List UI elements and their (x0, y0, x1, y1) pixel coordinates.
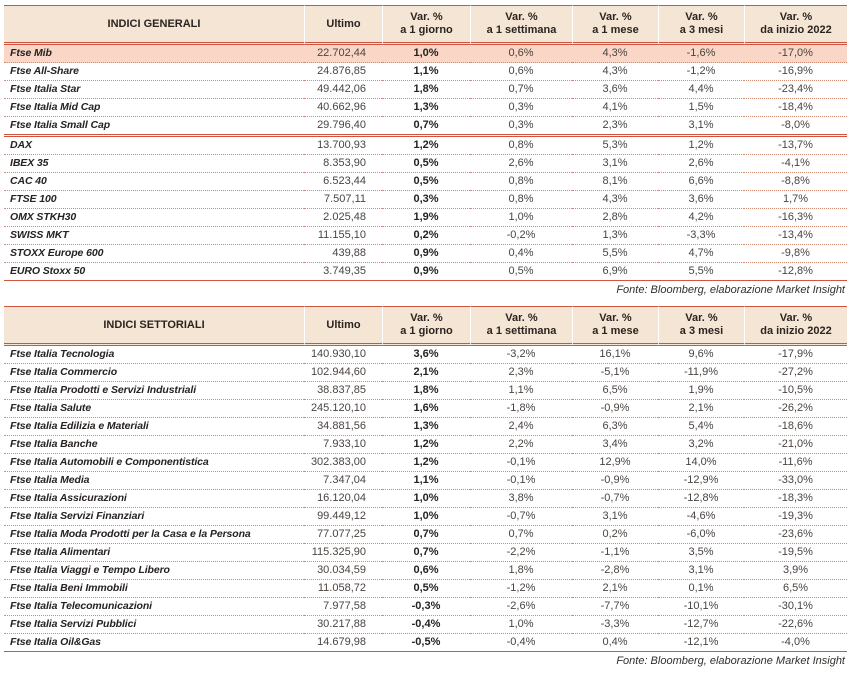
column-header: Var. % da inizio 2022 (744, 306, 847, 346)
value-var-1-giorno: 1,2% (382, 137, 470, 155)
table-row (4, 45, 847, 63)
value-var-1-settimana: 0,6% (470, 45, 572, 63)
table-row (4, 173, 847, 191)
value-ultimo: 7.933,10 (304, 436, 382, 454)
value-var-3-mesi: 3,1% (658, 117, 744, 137)
value-var-1-mese: 8,1% (572, 173, 658, 191)
value-var-3-mesi: 9,6% (658, 346, 744, 364)
value-var-1-settimana: -0,7% (470, 508, 572, 526)
value-var-1-settimana: -0,2% (470, 227, 572, 245)
value-var-1-giorno: 1,0% (382, 45, 470, 63)
value-var-da-inizio-2022: -33,0% (744, 472, 847, 490)
table-row (4, 400, 847, 418)
value-var-1-settimana: 0,3% (470, 117, 572, 137)
header-row (4, 5, 847, 45)
value-var-1-mese: 12,9% (572, 454, 658, 472)
value-var-da-inizio-2022: -30,1% (744, 598, 847, 616)
index-name: CAC 40 (4, 173, 304, 191)
table-row (4, 191, 847, 209)
value-var-1-settimana: 0,5% (470, 263, 572, 281)
value-ultimo: 245.120,10 (304, 400, 382, 418)
index-name: Ftse Italia Star (4, 81, 304, 99)
value-var-1-mese: 6,5% (572, 382, 658, 400)
value-var-da-inizio-2022: -4,0% (744, 634, 847, 652)
value-var-da-inizio-2022: 3,9% (744, 562, 847, 580)
value-ultimo: 30.034,59 (304, 562, 382, 580)
value-var-1-mese: -2,8% (572, 562, 658, 580)
table-row (4, 508, 847, 526)
value-var-1-mese: 3,4% (572, 436, 658, 454)
table-row (4, 616, 847, 634)
table-row (4, 209, 847, 227)
value-var-1-mese: 16,1% (572, 346, 658, 364)
value-var-1-mese: 4,3% (572, 63, 658, 81)
index-name: EURO Stoxx 50 (4, 263, 304, 281)
value-var-1-settimana: 2,2% (470, 436, 572, 454)
value-var-3-mesi: -12,7% (658, 616, 744, 634)
value-var-3-mesi: -12,9% (658, 472, 744, 490)
value-var-3-mesi: -1,6% (658, 45, 744, 63)
indici-generali-table (4, 5, 847, 281)
table-row (4, 81, 847, 99)
value-var-da-inizio-2022: -9,8% (744, 245, 847, 263)
value-var-3-mesi: -12,1% (658, 634, 744, 652)
column-header: Var. % a 1 mese (572, 306, 658, 346)
value-var-1-settimana: 0,3% (470, 99, 572, 117)
table-row (4, 99, 847, 117)
index-name: Ftse Italia Banche (4, 436, 304, 454)
value-ultimo: 11.058,72 (304, 580, 382, 598)
value-ultimo: 439,88 (304, 245, 382, 263)
value-var-da-inizio-2022: 1,7% (744, 191, 847, 209)
value-var-1-settimana: -3,2% (470, 346, 572, 364)
table-body (4, 346, 847, 652)
value-var-1-giorno: 1,0% (382, 490, 470, 508)
value-var-1-mese: 1,3% (572, 227, 658, 245)
value-var-3-mesi: 3,1% (658, 562, 744, 580)
value-ultimo: 115.325,90 (304, 544, 382, 562)
value-var-1-giorno: 1,1% (382, 63, 470, 81)
value-ultimo: 16.120,04 (304, 490, 382, 508)
indici-settoriali-table (4, 306, 847, 652)
column-header: Var. % a 1 settimana (470, 306, 572, 346)
table-row (4, 526, 847, 544)
index-name: Ftse Italia Alimentari (4, 544, 304, 562)
value-var-da-inizio-2022: -4,1% (744, 155, 847, 173)
value-var-1-mese: 4,3% (572, 191, 658, 209)
value-var-da-inizio-2022: -18,3% (744, 490, 847, 508)
value-var-1-settimana: -2,2% (470, 544, 572, 562)
value-var-1-mese: 4,1% (572, 99, 658, 117)
value-ultimo: 99.449,12 (304, 508, 382, 526)
value-var-1-giorno: 1,2% (382, 454, 470, 472)
value-var-da-inizio-2022: -19,3% (744, 508, 847, 526)
index-name: FTSE 100 (4, 191, 304, 209)
index-name: STOXX Europe 600 (4, 245, 304, 263)
column-header: Ultimo (304, 306, 382, 346)
value-var-3-mesi: -11,9% (658, 364, 744, 382)
value-ultimo: 49.442,06 (304, 81, 382, 99)
value-var-da-inizio-2022: -16,3% (744, 209, 847, 227)
table-row (4, 418, 847, 436)
value-var-1-mese: -0,7% (572, 490, 658, 508)
value-var-3-mesi: -4,6% (658, 508, 744, 526)
value-ultimo: 13.700,93 (304, 137, 382, 155)
value-var-1-settimana: 3,8% (470, 490, 572, 508)
table-row (4, 137, 847, 155)
value-ultimo: 14.679,98 (304, 634, 382, 652)
value-ultimo: 7.977,58 (304, 598, 382, 616)
index-name: Ftse Italia Automobili e Componentistica (4, 454, 304, 472)
value-ultimo: 7.347,04 (304, 472, 382, 490)
value-var-da-inizio-2022: -13,7% (744, 137, 847, 155)
value-var-1-giorno: 1,3% (382, 99, 470, 117)
value-ultimo: 11.155,10 (304, 227, 382, 245)
value-var-1-mese: 0,2% (572, 526, 658, 544)
value-var-3-mesi: 2,1% (658, 400, 744, 418)
value-var-3-mesi: 0,1% (658, 580, 744, 598)
value-ultimo: 22.702,44 (304, 45, 382, 63)
value-var-1-settimana: 1,8% (470, 562, 572, 580)
index-name: Ftse Italia Servizi Pubblici (4, 616, 304, 634)
value-ultimo: 2.025,48 (304, 209, 382, 227)
value-var-1-settimana: 0,4% (470, 245, 572, 263)
value-var-1-giorno: 1,8% (382, 382, 470, 400)
table-row (4, 544, 847, 562)
value-var-da-inizio-2022: -21,0% (744, 436, 847, 454)
table-row (4, 562, 847, 580)
value-var-1-mese: 5,3% (572, 137, 658, 155)
value-ultimo: 30.217,88 (304, 616, 382, 634)
indici-generali-section (4, 5, 847, 296)
index-name: Ftse Mib (4, 45, 304, 63)
value-var-1-settimana: -1,2% (470, 580, 572, 598)
value-var-3-mesi: 5,5% (658, 263, 744, 281)
value-var-1-settimana: -0,1% (470, 454, 572, 472)
index-name: Ftse Italia Beni Immobili (4, 580, 304, 598)
value-var-3-mesi: -6,0% (658, 526, 744, 544)
index-name: Ftse Italia Moda Prodotti per la Casa e la Persona (4, 526, 304, 544)
value-var-1-giorno: -0,4% (382, 616, 470, 634)
value-var-da-inizio-2022: -8,0% (744, 117, 847, 137)
table-row (4, 382, 847, 400)
column-header: Var. % a 1 giorno (382, 306, 470, 346)
value-ultimo: 40.662,96 (304, 99, 382, 117)
table-row (4, 117, 847, 137)
index-name: Ftse Italia Servizi Finanziari (4, 508, 304, 526)
column-header: Var. % da inizio 2022 (744, 5, 847, 45)
value-var-1-giorno: 0,3% (382, 191, 470, 209)
column-header: Var. % a 3 mesi (658, 306, 744, 346)
value-var-1-giorno: 0,2% (382, 227, 470, 245)
value-ultimo: 102.944,60 (304, 364, 382, 382)
value-var-3-mesi: -3,3% (658, 227, 744, 245)
value-var-da-inizio-2022: -16,9% (744, 63, 847, 81)
index-name: Ftse Italia Prodotti e Servizi Industriali (4, 382, 304, 400)
value-var-1-mese: 5,5% (572, 245, 658, 263)
table-row (4, 580, 847, 598)
index-name: DAX (4, 137, 304, 155)
value-var-3-mesi: 3,6% (658, 191, 744, 209)
value-var-1-settimana: 0,8% (470, 191, 572, 209)
value-var-1-giorno: 3,6% (382, 346, 470, 364)
indici-settoriali-section (4, 306, 847, 667)
index-name: Ftse Italia Small Cap (4, 117, 304, 137)
value-var-1-giorno: 0,5% (382, 580, 470, 598)
value-var-1-giorno: 1,6% (382, 400, 470, 418)
index-name: Ftse Italia Commercio (4, 364, 304, 382)
column-header: Var. % a 3 mesi (658, 5, 744, 45)
value-var-1-settimana: 0,8% (470, 173, 572, 191)
index-name: Ftse Italia Media (4, 472, 304, 490)
value-var-1-giorno: 0,7% (382, 526, 470, 544)
value-var-1-mese: 2,3% (572, 117, 658, 137)
value-var-3-mesi: 1,2% (658, 137, 744, 155)
table-row (4, 598, 847, 616)
table-title: INDICI GENERALI (4, 5, 304, 45)
table-row (4, 63, 847, 81)
value-var-1-giorno: -0,5% (382, 634, 470, 652)
table-row (4, 436, 847, 454)
index-name: SWISS MKT (4, 227, 304, 245)
value-var-1-giorno: 1,3% (382, 418, 470, 436)
value-ultimo: 7.507,11 (304, 191, 382, 209)
value-var-da-inizio-2022: 6,5% (744, 580, 847, 598)
index-name: Ftse Italia Assicurazioni (4, 490, 304, 508)
column-header: Var. % a 1 giorno (382, 5, 470, 45)
value-var-3-mesi: 5,4% (658, 418, 744, 436)
value-var-da-inizio-2022: -18,4% (744, 99, 847, 117)
table-row (4, 346, 847, 364)
value-ultimo: 3.749,35 (304, 263, 382, 281)
value-var-1-mese: 2,8% (572, 209, 658, 227)
value-var-da-inizio-2022: -17,9% (744, 346, 847, 364)
table-row (4, 472, 847, 490)
column-header: Var. % a 1 settimana (470, 5, 572, 45)
value-var-1-settimana: 0,6% (470, 63, 572, 81)
value-var-1-giorno: 1,1% (382, 472, 470, 490)
value-var-1-mese: -7,7% (572, 598, 658, 616)
value-var-da-inizio-2022: -22,6% (744, 616, 847, 634)
value-var-1-settimana: 2,4% (470, 418, 572, 436)
value-var-3-mesi: 3,2% (658, 436, 744, 454)
value-var-1-giorno: 0,5% (382, 155, 470, 173)
column-header: Ultimo (304, 5, 382, 45)
value-var-1-mese: 4,3% (572, 45, 658, 63)
value-var-3-mesi: 1,5% (658, 99, 744, 117)
value-var-1-mese: 2,1% (572, 580, 658, 598)
value-var-1-giorno: 1,0% (382, 508, 470, 526)
value-var-1-settimana: 1,1% (470, 382, 572, 400)
value-var-1-mese: -5,1% (572, 364, 658, 382)
value-var-da-inizio-2022: -23,4% (744, 81, 847, 99)
value-var-1-settimana: 0,7% (470, 81, 572, 99)
value-var-1-giorno: 1,9% (382, 209, 470, 227)
value-var-3-mesi: 14,0% (658, 454, 744, 472)
column-header: Var. % a 1 mese (572, 5, 658, 45)
value-var-3-mesi: 4,4% (658, 81, 744, 99)
value-ultimo: 8.353,90 (304, 155, 382, 173)
value-var-3-mesi: 6,6% (658, 173, 744, 191)
value-var-1-mese: -0,9% (572, 400, 658, 418)
value-var-da-inizio-2022: -19,5% (744, 544, 847, 562)
value-var-1-mese: 6,3% (572, 418, 658, 436)
value-var-da-inizio-2022: -8,8% (744, 173, 847, 191)
value-var-1-giorno: 0,9% (382, 263, 470, 281)
value-var-1-giorno: 0,7% (382, 544, 470, 562)
value-var-1-settimana: -2,6% (470, 598, 572, 616)
value-var-3-mesi: 1,9% (658, 382, 744, 400)
value-var-1-settimana: -0,1% (470, 472, 572, 490)
value-var-da-inizio-2022: -11,6% (744, 454, 847, 472)
value-var-1-settimana: 1,0% (470, 209, 572, 227)
table-row (4, 364, 847, 382)
value-ultimo: 29.796,40 (304, 117, 382, 137)
index-name: Ftse Italia Mid Cap (4, 99, 304, 117)
table-row (4, 245, 847, 263)
value-var-3-mesi: 4,7% (658, 245, 744, 263)
value-var-da-inizio-2022: -26,2% (744, 400, 847, 418)
value-var-da-inizio-2022: -13,4% (744, 227, 847, 245)
index-name: Ftse Italia Salute (4, 400, 304, 418)
table-title: INDICI SETTORIALI (4, 306, 304, 346)
value-var-1-settimana: -0,4% (470, 634, 572, 652)
value-var-3-mesi: -1,2% (658, 63, 744, 81)
value-var-1-settimana: 0,8% (470, 137, 572, 155)
value-var-da-inizio-2022: -23,6% (744, 526, 847, 544)
table-row (4, 634, 847, 652)
value-var-1-mese: 3,6% (572, 81, 658, 99)
value-var-1-giorno: 0,9% (382, 245, 470, 263)
value-ultimo: 38.837,85 (304, 382, 382, 400)
source-note: Fonte: Bloomberg, elaborazione Market Insight (616, 284, 845, 296)
index-name: OMX STKH30 (4, 209, 304, 227)
value-var-1-settimana: 2,3% (470, 364, 572, 382)
table-row (4, 155, 847, 173)
index-name: Ftse All-Share (4, 63, 304, 81)
value-var-1-mese: 0,4% (572, 634, 658, 652)
value-ultimo: 24.876,85 (304, 63, 382, 81)
index-name: Ftse Italia Telecomunicazioni (4, 598, 304, 616)
value-var-1-settimana: 1,0% (470, 616, 572, 634)
value-var-1-giorno: 1,2% (382, 436, 470, 454)
table-header (4, 306, 847, 346)
value-var-1-settimana: -1,8% (470, 400, 572, 418)
index-name: Ftse Italia Tecnologia (4, 346, 304, 364)
value-var-da-inizio-2022: -12,8% (744, 263, 847, 281)
value-var-1-giorno: 2,1% (382, 364, 470, 382)
value-var-1-mese: 6,9% (572, 263, 658, 281)
table-body (4, 45, 847, 281)
value-var-1-settimana: 0,7% (470, 526, 572, 544)
value-var-3-mesi: -12,8% (658, 490, 744, 508)
value-var-1-mese: 3,1% (572, 155, 658, 173)
table-header (4, 5, 847, 45)
value-var-da-inizio-2022: -18,6% (744, 418, 847, 436)
table-row (4, 490, 847, 508)
header-row (4, 306, 847, 346)
source-note: Fonte: Bloomberg, elaborazione Market Insight (616, 655, 845, 667)
value-var-1-giorno: 1,8% (382, 81, 470, 99)
value-var-1-mese: 3,1% (572, 508, 658, 526)
value-ultimo: 77.077,25 (304, 526, 382, 544)
value-ultimo: 6.523,44 (304, 173, 382, 191)
value-var-3-mesi: 2,6% (658, 155, 744, 173)
index-name: Ftse Italia Oil&Gas (4, 634, 304, 652)
value-var-1-mese: -0,9% (572, 472, 658, 490)
value-var-da-inizio-2022: -17,0% (744, 45, 847, 63)
table-row (4, 454, 847, 472)
value-var-1-mese: -1,1% (572, 544, 658, 562)
value-ultimo: 34.881,56 (304, 418, 382, 436)
value-var-1-giorno: -0,3% (382, 598, 470, 616)
index-name: Ftse Italia Edilizia e Materiali (4, 418, 304, 436)
index-name: Ftse Italia Viaggi e Tempo Libero (4, 562, 304, 580)
value-ultimo: 302.383,00 (304, 454, 382, 472)
value-var-1-giorno: 0,6% (382, 562, 470, 580)
value-ultimo: 140.930,10 (304, 346, 382, 364)
table-row (4, 227, 847, 245)
value-var-1-giorno: 0,7% (382, 117, 470, 137)
value-var-1-mese: -3,3% (572, 616, 658, 634)
value-var-da-inizio-2022: -10,5% (744, 382, 847, 400)
value-var-3-mesi: 4,2% (658, 209, 744, 227)
value-var-1-giorno: 0,5% (382, 173, 470, 191)
value-var-3-mesi: 3,5% (658, 544, 744, 562)
value-var-3-mesi: -10,1% (658, 598, 744, 616)
table-row (4, 263, 847, 281)
value-var-da-inizio-2022: -27,2% (744, 364, 847, 382)
value-var-1-settimana: 2,6% (470, 155, 572, 173)
index-name: IBEX 35 (4, 155, 304, 173)
